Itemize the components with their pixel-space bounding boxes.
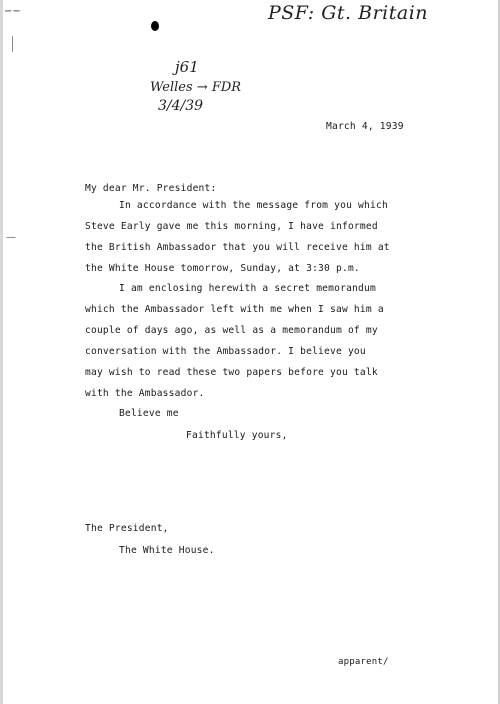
left-page-edge <box>0 0 3 704</box>
annotation-line-3: 3/4/39 <box>158 98 204 114</box>
footer-catchword: apparent/ <box>338 657 389 667</box>
paragraph-1-line: the White House tomorrow, Sunday, at 3:30 p.m. <box>85 263 360 274</box>
paragraph-2-line: which the Ambassador left with me when I saw him a <box>85 304 384 315</box>
paragraph-2-line: may wish to read these two papers before you talk <box>85 367 378 378</box>
ink-dot <box>151 21 159 31</box>
corner-mark: −− <box>4 6 21 17</box>
paragraph-2-line: conversation with the Ambassador. I believe you <box>85 346 366 357</box>
margin-tick: — <box>6 232 16 243</box>
addressee-line-1: The President, <box>85 523 169 534</box>
annotation-line-2: Welles → FDR <box>150 80 242 95</box>
annotation-line-1: j61 <box>175 58 199 76</box>
paragraph-2-line: couple of days ago, as well as a memorandum of my <box>85 325 378 336</box>
paragraph-1-line: In accordance with the message from you which <box>119 200 388 211</box>
closing-faithfully: Faithfully yours, <box>186 430 288 441</box>
file-stamp: PSF: Gt. Britain <box>268 2 429 24</box>
letter-date: March 4, 1939 <box>326 121 404 132</box>
paragraph-1-line: Steve Early gave me this morning, I have informed <box>85 221 378 232</box>
paragraph-1-line: the British Ambassador that you will receive him at <box>85 242 390 253</box>
paragraph-2-line: with the Ambassador. <box>85 388 205 399</box>
margin-scratch <box>12 36 13 52</box>
paragraph-2-line: I am enclosing herewith a secret memorandum <box>119 283 376 294</box>
addressee-line-2: The White House. <box>119 545 215 556</box>
closing-believe-me: Believe me <box>119 408 179 419</box>
salutation: My dear Mr. President: <box>85 183 217 194</box>
